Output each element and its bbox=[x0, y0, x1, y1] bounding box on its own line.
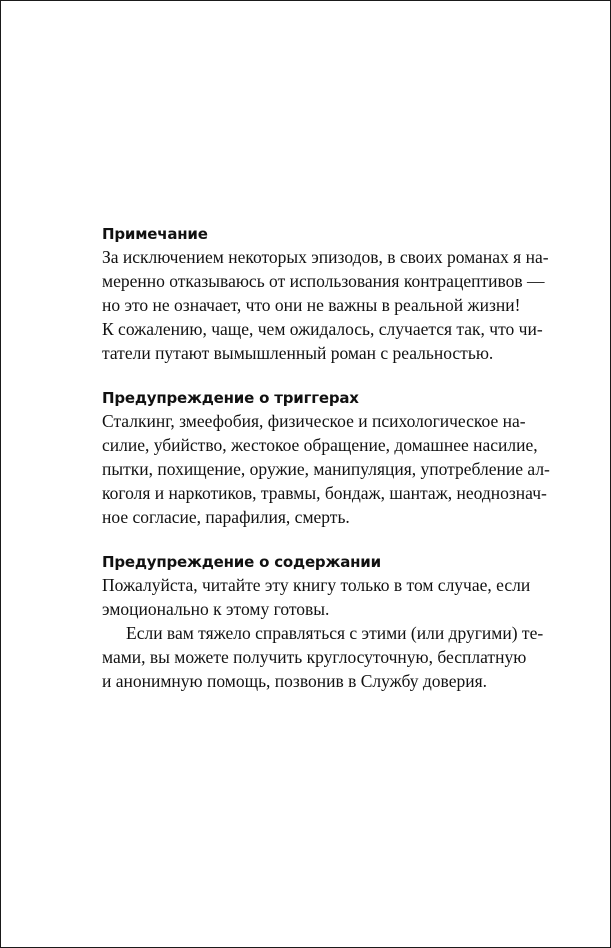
note-line-1: За исключением некоторых эпизодов, в своих романах я на- bbox=[102, 247, 549, 267]
trigger-warning-line-2: силие, убийство, жестокое обращение, домашнее насилие, bbox=[102, 435, 538, 455]
content-warning-line-2: эмоционально к этому готовы. bbox=[102, 599, 330, 619]
trigger-warning-section bbox=[102, 387, 550, 529]
trigger-warning-heading: Предупреждение о триггерах bbox=[102, 389, 359, 407]
trigger-warning-line-1: Сталкинг, змеефобия, физическое и психологическое на- bbox=[102, 411, 526, 431]
note-line-5: татели путают вымышленный роман с реальностью. bbox=[102, 343, 494, 363]
note-line-4: К сожалению, чаще, чем ожидалось, случается так, что чи- bbox=[102, 319, 543, 339]
content-warning-heading: Предупреждение о содержании bbox=[102, 553, 381, 571]
note-heading: Примечание bbox=[102, 225, 208, 243]
content-warning-line-1: Пожалуйста, читайте эту книгу только в том случае, если bbox=[102, 575, 531, 595]
content-warning-section bbox=[102, 551, 544, 693]
trigger-warning-line-3: пытки, похищение, оружие, манипуляция, употребление ал- bbox=[102, 459, 550, 479]
note-line-2: меренно отказываюсь от использования контрацептивов — bbox=[102, 271, 545, 291]
content-warning-line-5: и анонимную помощь, позвонив в Службу доверия. bbox=[102, 671, 487, 691]
trigger-warning-line-5: ное согласие, парафилия, смерть. bbox=[102, 507, 350, 527]
note-section bbox=[102, 223, 549, 365]
content-warning-line-4: мами, вы можете получить круглосуточную, бесплатную bbox=[102, 647, 527, 667]
content-warning-line-3: Если вам тяжело справляться с этими (или другими) те- bbox=[126, 623, 544, 643]
note-line-3: но это не означает, что они не важны в реальной жизни! bbox=[102, 295, 521, 315]
trigger-warning-line-4: коголя и наркотиков, травмы, бондаж, шантаж, неоднознач- bbox=[102, 483, 547, 503]
